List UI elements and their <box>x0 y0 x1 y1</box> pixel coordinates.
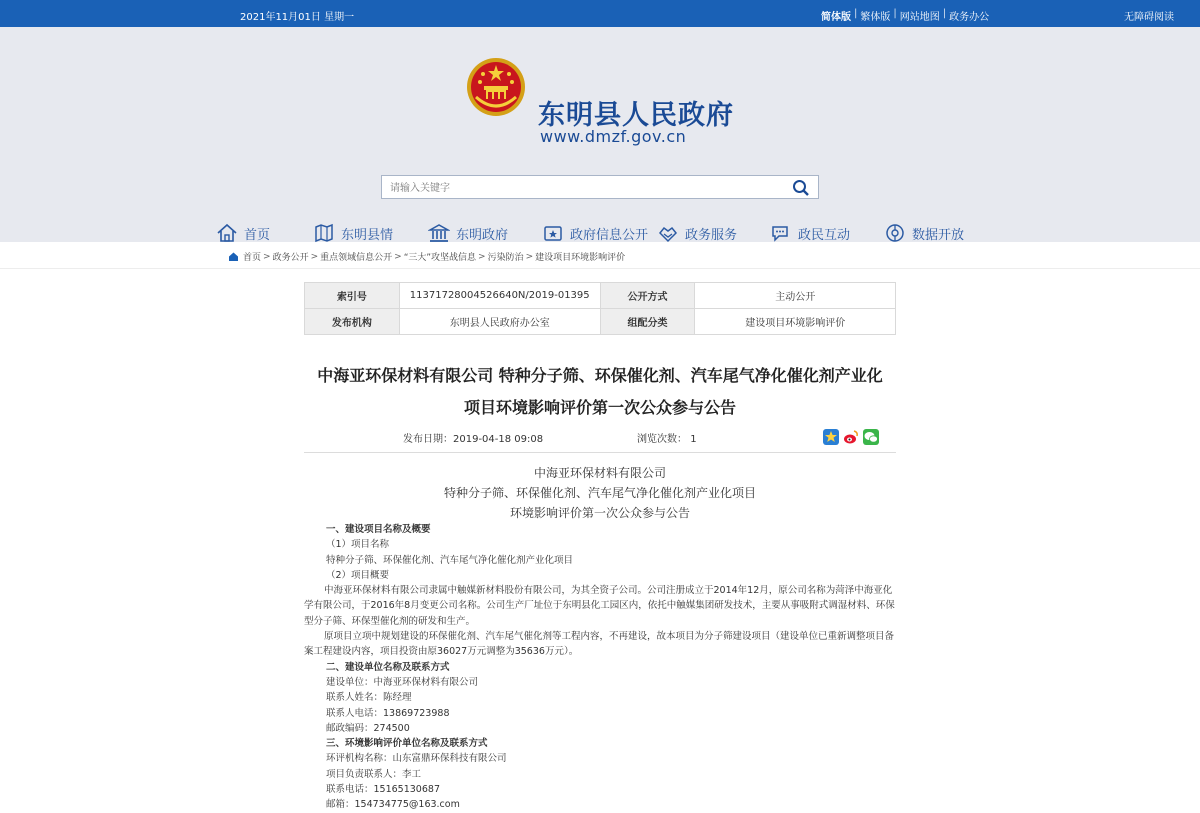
divider: | <box>893 8 897 19</box>
nav-interaction[interactable] <box>770 220 884 246</box>
office-link[interactable]: 政务办公 <box>949 12 990 23</box>
table-row <box>305 309 896 335</box>
notice-name: 环境影响评价第一次公众参与公告 <box>509 506 690 520</box>
category-label: 组配分类 <box>600 309 695 335</box>
nav-info-public[interactable] <box>542 220 657 246</box>
views-label: 浏览次数： <box>637 434 687 445</box>
info-public-icon <box>542 222 564 244</box>
nav-government[interactable] <box>428 220 542 246</box>
section-heading: 一、建设项目名称及概要 <box>326 524 431 535</box>
article-body <box>304 522 896 813</box>
breadcrumb <box>228 250 625 263</box>
section-heading: 三、环境影响评价单位名称及联系方式 <box>326 738 488 750</box>
search-box <box>381 175 819 199</box>
barrier-free-link[interactable]: 无障碍阅读 <box>1124 12 1174 23</box>
paragraph: （1）项目名称 <box>326 539 390 551</box>
article-heading <box>304 463 896 523</box>
nav-label: 政府信息公开 <box>570 227 649 243</box>
paragraph: 联系人电话：13869723988 <box>326 707 450 719</box>
service-icon <box>657 222 679 244</box>
current-date: 2021年11月01日 星期一 <box>240 12 355 23</box>
paragraph: 中海亚环保材料有限公司隶属中触媒新材料股份有限公司，为其全资子公司。公司注册成立于2014年12月，原公司名称为菏泽中海亚化学有限公司，于2016年8月变更公司名称。公司生产厂址位于东明县化工园区内，依托中触媒集团研发技术，主要从事吸附式调湿材料、环保型分子筛、环保型催化剂的研发和生产。 <box>304 585 895 627</box>
publish-date <box>403 430 543 445</box>
nav-service[interactable] <box>657 220 770 246</box>
nav-label: 数据开放 <box>912 227 965 243</box>
paragraph: 原项目立项中规划建设的环保催化剂、汽车尾气催化剂等工程内容，不再建设，故本项目为分子筛建设项目（建设单位已重新调整项目备案工程建设内容，项目投资由原36027万元调整为35636万元）。 <box>304 631 895 658</box>
share-buttons <box>823 429 883 445</box>
site-header <box>0 27 1200 242</box>
paragraph: 联系人姓名：陈经理 <box>326 692 412 704</box>
nav-label: 政务服务 <box>685 227 738 243</box>
nav-open-data[interactable] <box>884 220 974 246</box>
search-icon[interactable] <box>792 179 810 197</box>
paragraph: （2）项目概要 <box>326 569 390 581</box>
section-heading: 二、建设单位名称及联系方式 <box>326 661 450 673</box>
nav-label: 东明政府 <box>456 227 509 243</box>
views-value: 1 <box>690 434 697 445</box>
breadcrumb-separator: > <box>394 251 402 262</box>
breadcrumb-item[interactable]: 污染防治 <box>487 253 524 263</box>
chat-icon <box>770 222 792 244</box>
home-icon <box>228 251 239 262</box>
issuer-label: 发布机构 <box>305 309 400 335</box>
breadcrumb-separator: > <box>263 251 271 262</box>
divider <box>0 268 1200 269</box>
publish-label: 发布日期： <box>403 434 453 445</box>
nav-home[interactable] <box>216 220 313 246</box>
breadcrumb-item[interactable]: “三大”攻坚战信息 <box>403 253 477 263</box>
company-name: 中海亚环保材料有限公司 <box>533 466 666 480</box>
index-no-label: 索引号 <box>305 283 400 309</box>
paragraph: 建设单位：中海亚环保材料有限公司 <box>326 676 479 688</box>
breadcrumb-separator: > <box>525 251 534 262</box>
paragraph: 邮箱：154734775@163.com <box>326 799 460 811</box>
divider: | <box>854 8 858 19</box>
nav-label: 首页 <box>244 227 271 243</box>
table-row <box>305 283 896 309</box>
national-emblem-icon <box>466 57 526 117</box>
paragraph: 环评机构名称：山东富鼎环保科技有限公司 <box>326 753 507 765</box>
divider <box>304 452 896 453</box>
category-value: 建设项目环境影响评价 <box>695 309 896 335</box>
simplified-chinese-link[interactable]: 简体版 <box>821 12 851 23</box>
publish-value: 2019-04-18 09:08 <box>453 434 544 445</box>
wechat-share-icon[interactable] <box>863 429 879 445</box>
weibo-share-icon[interactable] <box>843 429 859 445</box>
article-title-line: 中海亚环保材料有限公司 特种分子筛、环保催化剂、汽车尾气净化催化剂产业化 <box>317 366 883 385</box>
open-mode-label: 公开方式 <box>600 283 695 309</box>
index-no-value: 11371728004526640N/2019-01395 <box>399 283 600 309</box>
issuer-value: 东明县人民政府办公室 <box>399 309 600 335</box>
home-icon <box>216 222 238 244</box>
map-icon <box>313 222 335 244</box>
breadcrumb-separator: > <box>478 251 486 262</box>
nav-label: 政民互动 <box>798 227 851 243</box>
nav-county-info[interactable] <box>313 220 428 246</box>
paragraph: 联系电话：15165130687 <box>326 784 440 796</box>
paragraph: 项目负责联系人：李工 <box>326 768 422 780</box>
divider: | <box>942 8 947 19</box>
traditional-chinese-link[interactable]: 繁体版 <box>860 12 891 23</box>
qzone-share-icon[interactable] <box>823 429 839 445</box>
search-input[interactable] <box>382 178 777 200</box>
data-icon <box>884 222 906 244</box>
breadcrumb-separator: > <box>310 251 319 262</box>
breadcrumb-item[interactable]: 首页 <box>243 253 262 263</box>
main-nav <box>216 220 974 246</box>
government-building-icon <box>428 222 450 244</box>
nav-label: 东明县情 <box>341 227 394 243</box>
breadcrumb-item[interactable]: 建设项目环境影响评价 <box>535 253 626 263</box>
paragraph: 邮政编码：274500 <box>326 722 410 734</box>
article-title <box>290 360 910 424</box>
top-bar <box>0 0 1200 27</box>
site-url: www.dmzf.gov.cn <box>540 127 687 146</box>
document-info-table <box>304 282 896 335</box>
open-mode-value: 主动公开 <box>695 283 896 309</box>
breadcrumb-item[interactable]: 政务公开 <box>272 253 309 263</box>
top-links <box>818 8 992 23</box>
breadcrumb-item[interactable]: 重点领域信息公开 <box>320 253 393 263</box>
view-count <box>637 430 697 445</box>
sitemap-link[interactable]: 网站地图 <box>899 12 940 23</box>
project-name: 特种分子筛、环保催化剂、汽车尾气净化催化剂产业化项目 <box>443 486 756 500</box>
article-title-line: 项目环境影响评价第一次公众参与公告 <box>463 398 736 417</box>
site-name: 东明县人民政府 <box>538 100 734 131</box>
paragraph: 特种分子筛、环保催化剂、汽车尾气净化催化剂产业化项目 <box>326 554 574 566</box>
